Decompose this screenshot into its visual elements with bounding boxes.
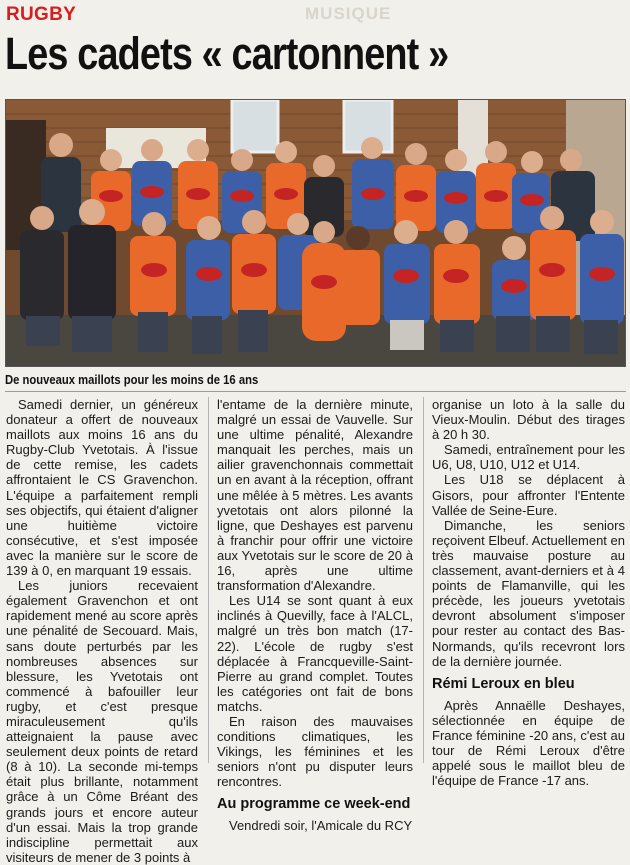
paragraph: Vendredi soir, l'Amicale du RCY [229,818,413,834]
paragraph: organise un loto à la salle du Vieux-Moulin. Début des tirages à 20 h 30. [432,397,625,443]
article-column-2 [217,397,413,834]
paragraph: l'entame de la dernière minute, malgré un essai de Vauvelle. Sur une ultime pénalité, Alexandre manquait les perches, mais un ailier gravenchonnais commettait un en avant à la réception, offrant une mêlée à 5 mètres. Les avants yvetotais ont alors pilonné la ligne, que Deshayes est parvenu à franchir pour offrir une victoire aux Yvetotais sur le score de 20 à 16, après une ultime transformation d'Alexandre. [217,397,413,594]
paragraph: En raison des mauvaises conditions climatiques, les Vikings, les féminines et les seniors n'ont pu disputer leurs rencontres. [217,713,413,790]
column-divider [423,397,424,763]
bleed-through-section-label: MUSIQUE [305,4,392,23]
article-column-3 [432,397,625,788]
paragraph: Samedi, entraînement pour les U6, U8, U10, U12 et U14. [432,442,625,473]
column-divider [208,397,209,763]
section-label: RUGBY [6,4,77,25]
subheading: Rémi Leroux en bleu [432,675,575,692]
paragraph: Après Annaëlle Deshayes, sélectionnée en équipe de France féminine -20 ans, c'est au tour de Rémi Leroux d'être appelé sous le maillot bleu de l'équipe de France -17 ans. [432,697,625,789]
page-title: Les cadets « cartonnent » [5,28,449,79]
caption-divider [5,391,626,392]
paragraph: Les U14 se sont quant à eux inclinés à Quevilly, face à l'ALCL, malgré un très bon match (17-22). L'école de rugby s'est déplacée à Francqueville-Saint-Pierre au grand complet. Toutes les catégories ont fait de bons matchs. [217,593,413,714]
paragraph: Dimanche, les seniors reçoivent Elbeuf. Actuellement en très mauvaise posture au classement, avant-derniers et à 4 points de Flamanville, qui les précède, les joueurs yvetotais devront absolument s'imposer pour rester au contact des Bas-Normands, qu'ils recevront lors de la dernière journée. [432,517,625,669]
photo-caption: De nouveaux maillots pour les moins de 16 ans [5,373,259,387]
paragraph: Samedi dernier, un généreux donateur a offert de nouveaux maillots aux moins 16 ans du Rugby-Club Yvetotais. À l'issue de cette remise, les cadets affrontaient le CS Gravenchon. L'équipe a parfaitement rempli ses objectifs, qui étaient d'aligner une huitième victoire consécutive, et s'est imposée avec la manière sur le score de 139 à 0, en marquant 19 essais. [6,397,198,579]
paragraph: Les U18 se déplacent à Gisors, pour affronter l'Entente Vallée de Seine-Eure. [432,472,625,518]
subheading: Au programme ce week-end [217,796,411,813]
team-photo [5,99,626,367]
paragraph: Les juniors recevaient également Gravenchon et ont rapidement mené au score après une pénalité de Secouard. Mais, sans doute perturbés par les nombreuses absences sur blessure, les Yvetotais ont commencé à bafouiller leur rugby, et c'est presque miraculeusement qu'ils atteignaient la pause avec seulement deux points de retard (8 à 10). La seconde mi-temps était plus brillante, notamment grâce à un Côme Bréant des grands jours et encore auteur d'un essai. Mais la trop grande indiscipline permettait aux visiteurs de mener de 3 points à [6,578,198,865]
article-column-1 [6,397,198,865]
team-photo-illustration [6,100,625,366]
